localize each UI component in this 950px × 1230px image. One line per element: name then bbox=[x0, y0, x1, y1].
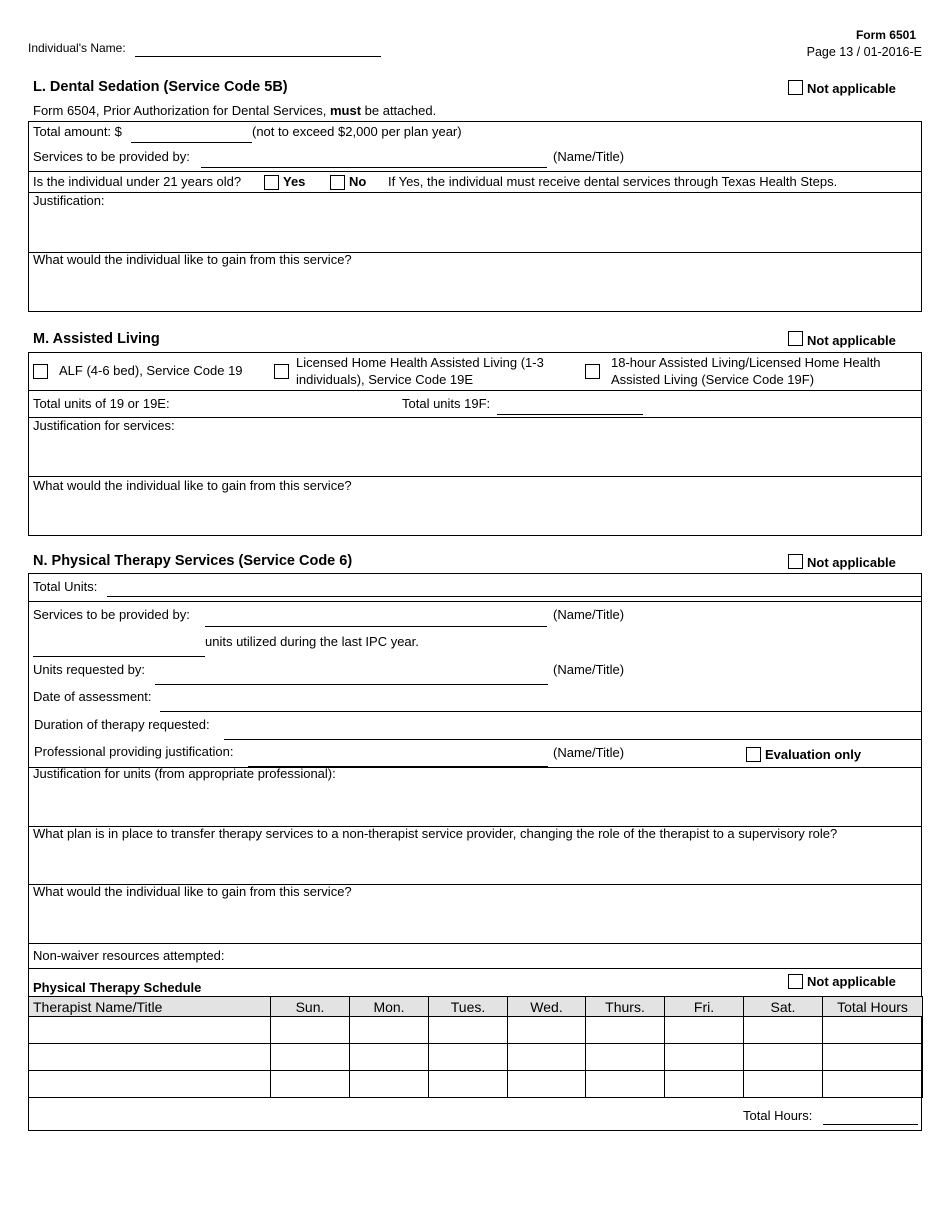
date-assessment-field[interactable] bbox=[160, 711, 922, 712]
under21-no-label: No bbox=[349, 174, 367, 189]
18h-label-line2: Assisted Living (Service Code 19F) bbox=[611, 372, 815, 387]
duration-field[interactable] bbox=[224, 739, 922, 740]
total-amount-field[interactable] bbox=[131, 142, 252, 143]
form-number: Form 6501 bbox=[855, 28, 916, 42]
section-l-not-applicable-label: Not applicable bbox=[807, 81, 896, 96]
schedule-cell[interactable] bbox=[823, 1071, 923, 1098]
schedule-header-wed: Wed. bbox=[508, 997, 586, 1017]
page-info: Page 13 / 01-2016-E bbox=[806, 45, 922, 59]
schedule-cell[interactable] bbox=[823, 1017, 923, 1044]
schedule-cell[interactable] bbox=[665, 1017, 744, 1044]
schedule-header-row bbox=[29, 997, 923, 1017]
units-19f-field[interactable] bbox=[497, 414, 643, 415]
section-m-title: M. Assisted Living bbox=[33, 331, 160, 347]
table-row bbox=[29, 1017, 923, 1044]
18h-label-line1: 18-hour Assisted Living/Licensed Home Health bbox=[611, 355, 881, 370]
schedule-cell[interactable] bbox=[665, 1044, 744, 1071]
schedule-not-applicable-label: Not applicable bbox=[807, 974, 896, 989]
schedule-cell[interactable] bbox=[429, 1017, 508, 1044]
schedule-header-mon: Mon. bbox=[350, 997, 429, 1017]
l-services-field[interactable] bbox=[201, 167, 547, 168]
duration-label: Duration of therapy requested: bbox=[34, 717, 210, 732]
schedule-cell[interactable] bbox=[508, 1044, 586, 1071]
divider bbox=[28, 601, 922, 602]
schedule-header-total-hours: Total Hours bbox=[823, 997, 923, 1017]
table-row bbox=[29, 1044, 923, 1071]
schedule-cell[interactable] bbox=[744, 1071, 823, 1098]
professional-name-title: (Name/Title) bbox=[553, 745, 625, 760]
section-l-not-applicable-checkbox[interactable] bbox=[788, 80, 803, 95]
under21-yes-checkbox[interactable] bbox=[264, 175, 279, 190]
schedule-cell[interactable] bbox=[823, 1044, 923, 1071]
schedule-cell[interactable] bbox=[508, 1017, 586, 1044]
schedule-not-applicable-checkbox[interactable] bbox=[788, 974, 803, 989]
therapy-schedule-table bbox=[28, 996, 923, 1098]
section-n-not-applicable-checkbox[interactable] bbox=[788, 554, 803, 569]
schedule-cell[interactable] bbox=[586, 1071, 665, 1098]
individual-name-label: Individual's Name: bbox=[28, 41, 126, 55]
under21-yes-label: Yes bbox=[283, 174, 306, 189]
date-assessment-label: Date of assessment: bbox=[33, 689, 152, 704]
m-gain-question: What would the individual like to gain from this service? bbox=[33, 478, 352, 493]
divider bbox=[28, 192, 922, 193]
n-services-field[interactable] bbox=[205, 626, 547, 627]
evaluation-only-checkbox[interactable] bbox=[746, 747, 761, 762]
schedule-cell[interactable] bbox=[429, 1044, 508, 1071]
m-justification-label: Justification for services: bbox=[33, 418, 175, 433]
divider bbox=[28, 171, 922, 172]
units-19f-label: Total units 19F: bbox=[402, 396, 491, 411]
schedule-header-sat: Sat. bbox=[744, 997, 823, 1017]
n-gain-question: What would the individual like to gain from this service? bbox=[33, 884, 352, 899]
schedule-cell[interactable] bbox=[744, 1017, 823, 1044]
divider bbox=[28, 968, 922, 969]
section-m-not-applicable-checkbox[interactable] bbox=[788, 331, 803, 346]
schedule-cell[interactable] bbox=[744, 1044, 823, 1071]
schedule-cell[interactable] bbox=[586, 1017, 665, 1044]
schedule-title: Physical Therapy Schedule bbox=[33, 980, 202, 995]
schedule-cell[interactable] bbox=[29, 1017, 271, 1044]
total-amount-note: (not to exceed $2,000 per plan year) bbox=[252, 124, 462, 139]
schedule-cell[interactable] bbox=[350, 1017, 429, 1044]
section-l-attachment-note: Form 6504, Prior Authorization for Dental Services, must be attached. bbox=[33, 103, 437, 118]
section-m-not-applicable-label: Not applicable bbox=[807, 333, 896, 348]
units-19-label: Total units of 19 or 19E: bbox=[33, 396, 170, 411]
units-requested-label: Units requested by: bbox=[33, 662, 146, 677]
18h-checkbox[interactable] bbox=[585, 364, 600, 379]
schedule-header-therapist: Therapist Name/Title bbox=[29, 997, 271, 1017]
n-services-name-title: (Name/Title) bbox=[553, 607, 625, 622]
schedule-cell[interactable] bbox=[665, 1071, 744, 1098]
non-waiver-label: Non-waiver resources attempted: bbox=[33, 948, 225, 963]
under21-no-checkbox[interactable] bbox=[330, 175, 345, 190]
schedule-cell[interactable] bbox=[29, 1071, 271, 1098]
evaluation-only-label: Evaluation only bbox=[765, 747, 862, 762]
justification-units-label: Justification for units (from appropriate professional): bbox=[33, 766, 336, 781]
units-requested-name-title: (Name/Title) bbox=[553, 662, 625, 677]
schedule-cell[interactable] bbox=[508, 1071, 586, 1098]
l-services-label: Services to be provided by: bbox=[33, 149, 190, 164]
lhhal-label-line2: individuals), Service Code 19E bbox=[296, 372, 474, 387]
total-hours-field[interactable] bbox=[823, 1124, 918, 1125]
l-gain-question: What would the individual like to gain from this service? bbox=[33, 252, 352, 267]
under21-note: If Yes, the individual must receive dental services through Texas Health Steps. bbox=[388, 174, 838, 189]
schedule-cell[interactable] bbox=[586, 1044, 665, 1071]
total-units-field[interactable] bbox=[107, 596, 922, 597]
section-n-not-applicable-label: Not applicable bbox=[807, 555, 896, 570]
schedule-cell[interactable] bbox=[350, 1044, 429, 1071]
schedule-header-sun: Sun. bbox=[271, 997, 350, 1017]
divider bbox=[28, 390, 922, 391]
alf-label: ALF (4-6 bed), Service Code 19 bbox=[59, 363, 243, 378]
transfer-plan-question: What plan is in place to transfer therapy services to a non-therapist service provider, changing the role of the therapist to a supervisory role? bbox=[33, 826, 838, 841]
n-services-label: Services to be provided by: bbox=[33, 607, 190, 622]
schedule-cell[interactable] bbox=[271, 1044, 350, 1071]
schedule-cell[interactable] bbox=[29, 1044, 271, 1071]
units-utilized-label: units utilized during the last IPC year. bbox=[205, 634, 419, 649]
lhhal-label-line1: Licensed Home Health Assisted Living (1-3 bbox=[296, 355, 544, 370]
section-n-title: N. Physical Therapy Services (Service Code 6) bbox=[33, 553, 353, 569]
table-row bbox=[29, 1071, 923, 1098]
l-name-title: (Name/Title) bbox=[553, 149, 625, 164]
schedule-cell[interactable] bbox=[350, 1071, 429, 1098]
under21-question: Is the individual under 21 years old? bbox=[33, 174, 242, 189]
individual-name-field[interactable] bbox=[135, 56, 381, 57]
schedule-cell[interactable] bbox=[271, 1071, 350, 1098]
section-l-title: L. Dental Sedation (Service Code 5B) bbox=[33, 79, 288, 95]
units-utilized-field[interactable] bbox=[33, 656, 205, 657]
schedule-header-tues: Tues. bbox=[429, 997, 508, 1017]
lhhal-checkbox[interactable] bbox=[274, 364, 289, 379]
schedule-header-thurs: Thurs. bbox=[586, 997, 665, 1017]
total-hours-label: Total Hours: bbox=[743, 1108, 813, 1123]
professional-label: Professional providing justification: bbox=[34, 744, 234, 759]
total-units-label: Total Units: bbox=[33, 579, 98, 594]
l-justification-label: Justification: bbox=[33, 193, 105, 208]
schedule-cell[interactable] bbox=[271, 1017, 350, 1044]
total-amount-label: Total amount: $ bbox=[33, 124, 122, 139]
schedule-header-fri: Fri. bbox=[665, 997, 744, 1017]
divider bbox=[28, 943, 922, 944]
divider bbox=[28, 476, 922, 477]
alf-checkbox[interactable] bbox=[33, 364, 48, 379]
schedule-cell[interactable] bbox=[429, 1071, 508, 1098]
units-requested-field[interactable] bbox=[155, 684, 548, 685]
